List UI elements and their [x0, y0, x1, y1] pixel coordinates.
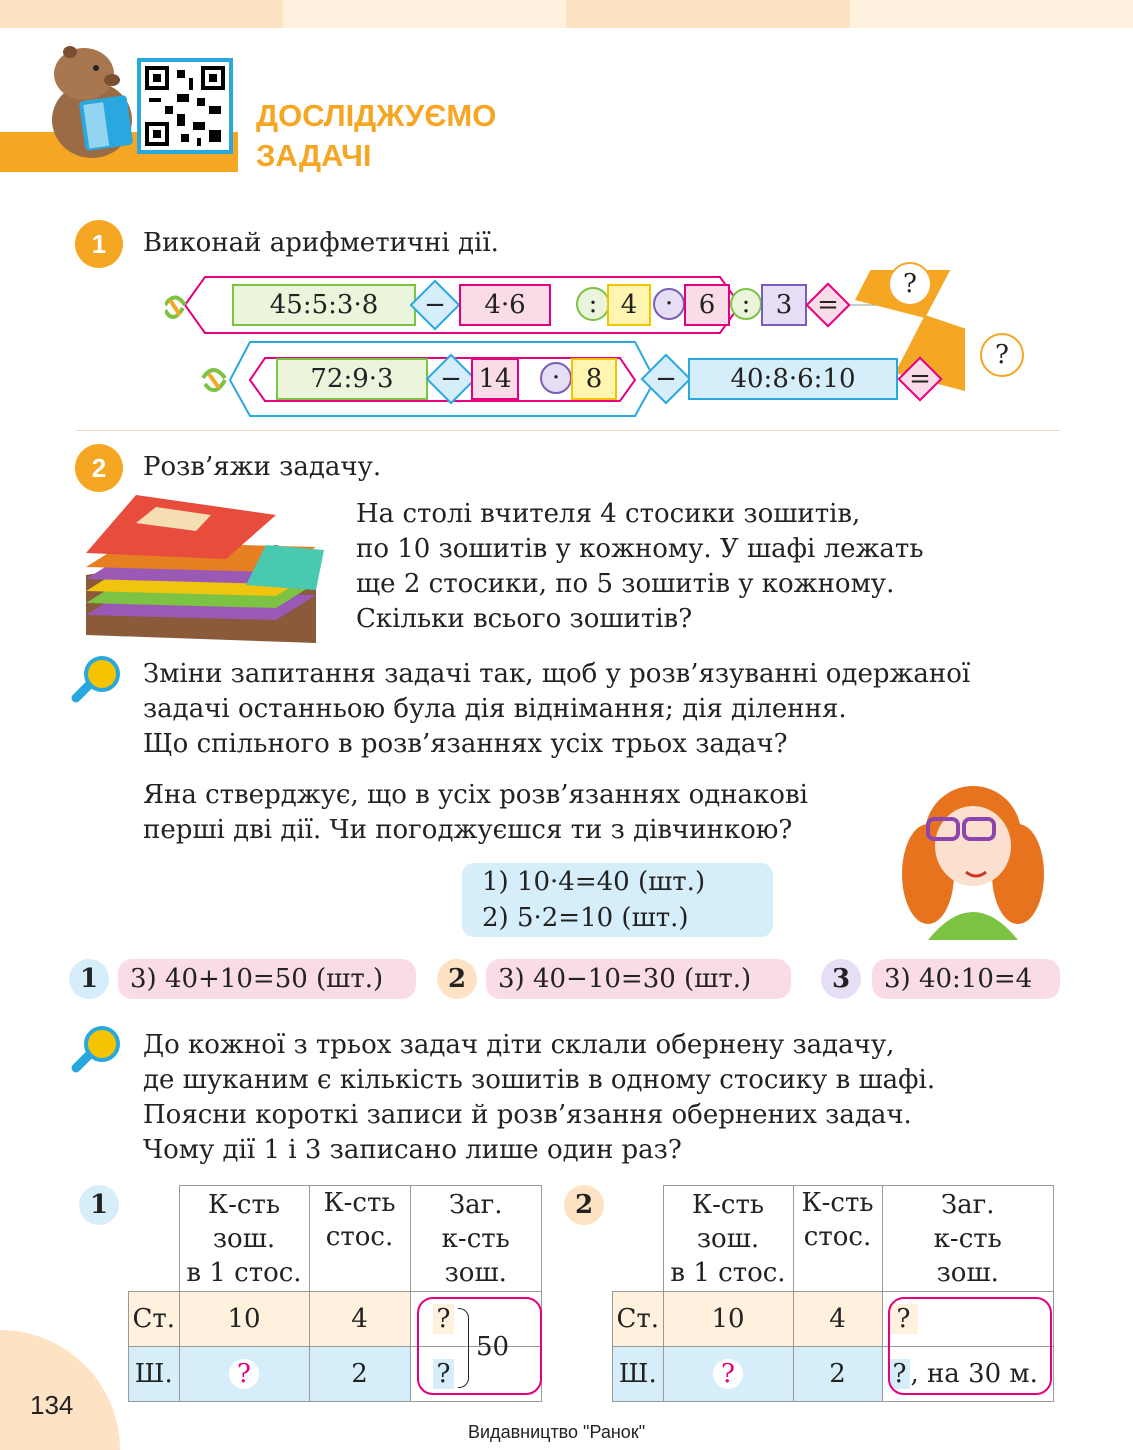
table-header: К-сть зош. в 1 стос.: [179, 1186, 309, 1292]
answer-1: 3) 40+10=50 (шт.): [118, 959, 416, 999]
total-note: 50: [476, 1332, 510, 1362]
yana-line: перші дві дії. Чи погоджуєшся ти з дівчинкою?: [143, 815, 793, 845]
explore-line: Чому дії 1 і 3 записано лише один раз?: [143, 1135, 682, 1165]
explore-1-text: [143, 657, 970, 762]
problem-text: [356, 497, 923, 637]
op-3: ·: [653, 288, 685, 320]
qr-code-icon: [141, 62, 229, 150]
op-1: −: [424, 290, 446, 320]
explore-2-text: [143, 1028, 935, 1168]
qr-code[interactable]: [137, 58, 233, 154]
yana-line: Яна стверджує, що в усіх розв’язаннях однакові: [143, 780, 808, 810]
girl-illustration: [888, 774, 1048, 940]
answer-badge-2: 2: [437, 959, 477, 999]
page-title: [256, 96, 496, 176]
row-label: Ст.: [129, 1292, 180, 1347]
top-stripe-3: [566, 0, 850, 28]
eq-1: =: [817, 290, 839, 320]
answer-badge-3: 3: [821, 959, 861, 999]
table-cell: [663, 1347, 793, 1402]
answer-2: 3) 40−10=30 (шт.): [486, 959, 791, 999]
explore-line: задачі останньою була дія віднімання; дія ділення.: [143, 694, 847, 724]
explore-line: Зміни запитання задачі так, щоб у розв’язуванні одержаної: [143, 659, 971, 689]
result-1[interactable]: ?: [888, 262, 932, 306]
table-cell: 10: [663, 1292, 793, 1347]
unknown-value: ?: [889, 1304, 919, 1334]
table-cell: 4: [793, 1292, 882, 1347]
step-2: 2) 5·2=10 (шт.): [482, 903, 689, 933]
expr-1c: 4: [607, 284, 651, 326]
task-number-2: 2: [75, 444, 123, 492]
unknown-value: ?: [433, 1359, 455, 1389]
table-header: Заг. к-сть зош.: [410, 1186, 542, 1292]
explore-line: де шуканим є кількість зошитів в одному стосику в шафі.: [143, 1065, 936, 1095]
problem-line: по 10 зошитів у кожному. У шафі лежать: [356, 534, 924, 564]
op-2: :: [576, 287, 610, 321]
magnifier-icon: [68, 1024, 124, 1076]
title-line-1: ДОСЛІДЖУЄМО: [256, 98, 497, 133]
top-stripe-2: [283, 0, 566, 28]
expr-1d: 6: [684, 284, 730, 326]
table-cell: 2: [309, 1347, 410, 1402]
table-badge-1: 1: [79, 1185, 119, 1225]
unknown-value: ?: [713, 1359, 743, 1389]
expr-1a: 45:5:3·8: [232, 284, 416, 326]
row-label: Ш.: [613, 1347, 664, 1402]
op-2-2: ·: [540, 362, 572, 394]
table-header: К-сть зош. в 1 стос.: [663, 1186, 793, 1292]
unknown-value: ?: [433, 1304, 455, 1334]
table-cell: 4: [309, 1292, 410, 1347]
problem-line: ще 2 стосики, по 5 зошитів у кожному.: [356, 569, 895, 599]
task1-instruction: Виконай арифметичні дії.: [143, 228, 499, 258]
expr-1b: 4·6: [459, 284, 551, 326]
problem-line: На столі вчителя 4 стосики зошитів,: [356, 499, 861, 529]
explore-line: Поясни короткі записи й розв’язання обернених задач.: [143, 1100, 912, 1130]
table-corner: [613, 1186, 664, 1292]
top-stripe-1: [0, 0, 283, 28]
expr-1e: 3: [761, 284, 807, 326]
page-number: 134: [30, 1390, 74, 1420]
table-header: К-сть стос.: [793, 1186, 882, 1292]
problem-line: Скільки всього зошитів?: [356, 604, 693, 634]
explore-line: Що спільного в розв’язаннях усіх трьох задач?: [143, 729, 788, 759]
task2-instruction: Розв’яжи задачу.: [143, 452, 382, 482]
row-label: Ст.: [613, 1292, 664, 1347]
table-header: Заг. к-сть зош.: [882, 1186, 1054, 1292]
magnifier-icon: [68, 654, 124, 706]
notebooks-illustration: [76, 495, 324, 645]
step-1: 1) 10·4=40 (шт.): [482, 867, 706, 897]
table-cell: [179, 1347, 309, 1402]
expr-2a: 72:9·3: [276, 358, 428, 400]
answer-badge-1: 1: [69, 959, 109, 999]
steps-box: [462, 863, 773, 937]
difference-note: , на 30 м.: [910, 1359, 1038, 1389]
yana-text: [143, 778, 808, 848]
answer-3: 3) 40:10=4: [872, 959, 1060, 999]
table-corner: [129, 1186, 180, 1292]
capybara-illustration: [44, 40, 140, 160]
top-stripe-4: [850, 0, 1133, 28]
expr-2b: 14: [471, 358, 519, 400]
task-number-1: 1: [75, 220, 123, 268]
expr-2c: 8: [571, 358, 617, 400]
table-header: К-сть стос.: [309, 1186, 410, 1292]
op-2-3: −: [655, 364, 677, 394]
highlight-frame-2: [888, 1297, 1052, 1395]
expr-2d: 40:8·6:10: [688, 358, 898, 400]
divider: [76, 430, 1060, 431]
row-label: Ш.: [129, 1347, 180, 1402]
op-4: :: [730, 288, 762, 320]
unknown-value: ?: [229, 1359, 259, 1389]
table-cell: 10: [179, 1292, 309, 1347]
result-2[interactable]: ?: [980, 333, 1024, 377]
publisher: Видавництво "Ранок": [468, 1422, 646, 1442]
unknown-value: ?: [889, 1359, 911, 1389]
explore-line: До кожної з трьох задач діти склали обернену задачу,: [143, 1030, 895, 1060]
eq-2: =: [909, 364, 931, 394]
brace: [458, 1308, 469, 1388]
op-2-1: −: [440, 364, 462, 394]
table-cell: 2: [793, 1347, 882, 1402]
table-badge-2: 2: [564, 1185, 604, 1225]
title-line-2: ЗАДАЧІ: [256, 138, 372, 173]
